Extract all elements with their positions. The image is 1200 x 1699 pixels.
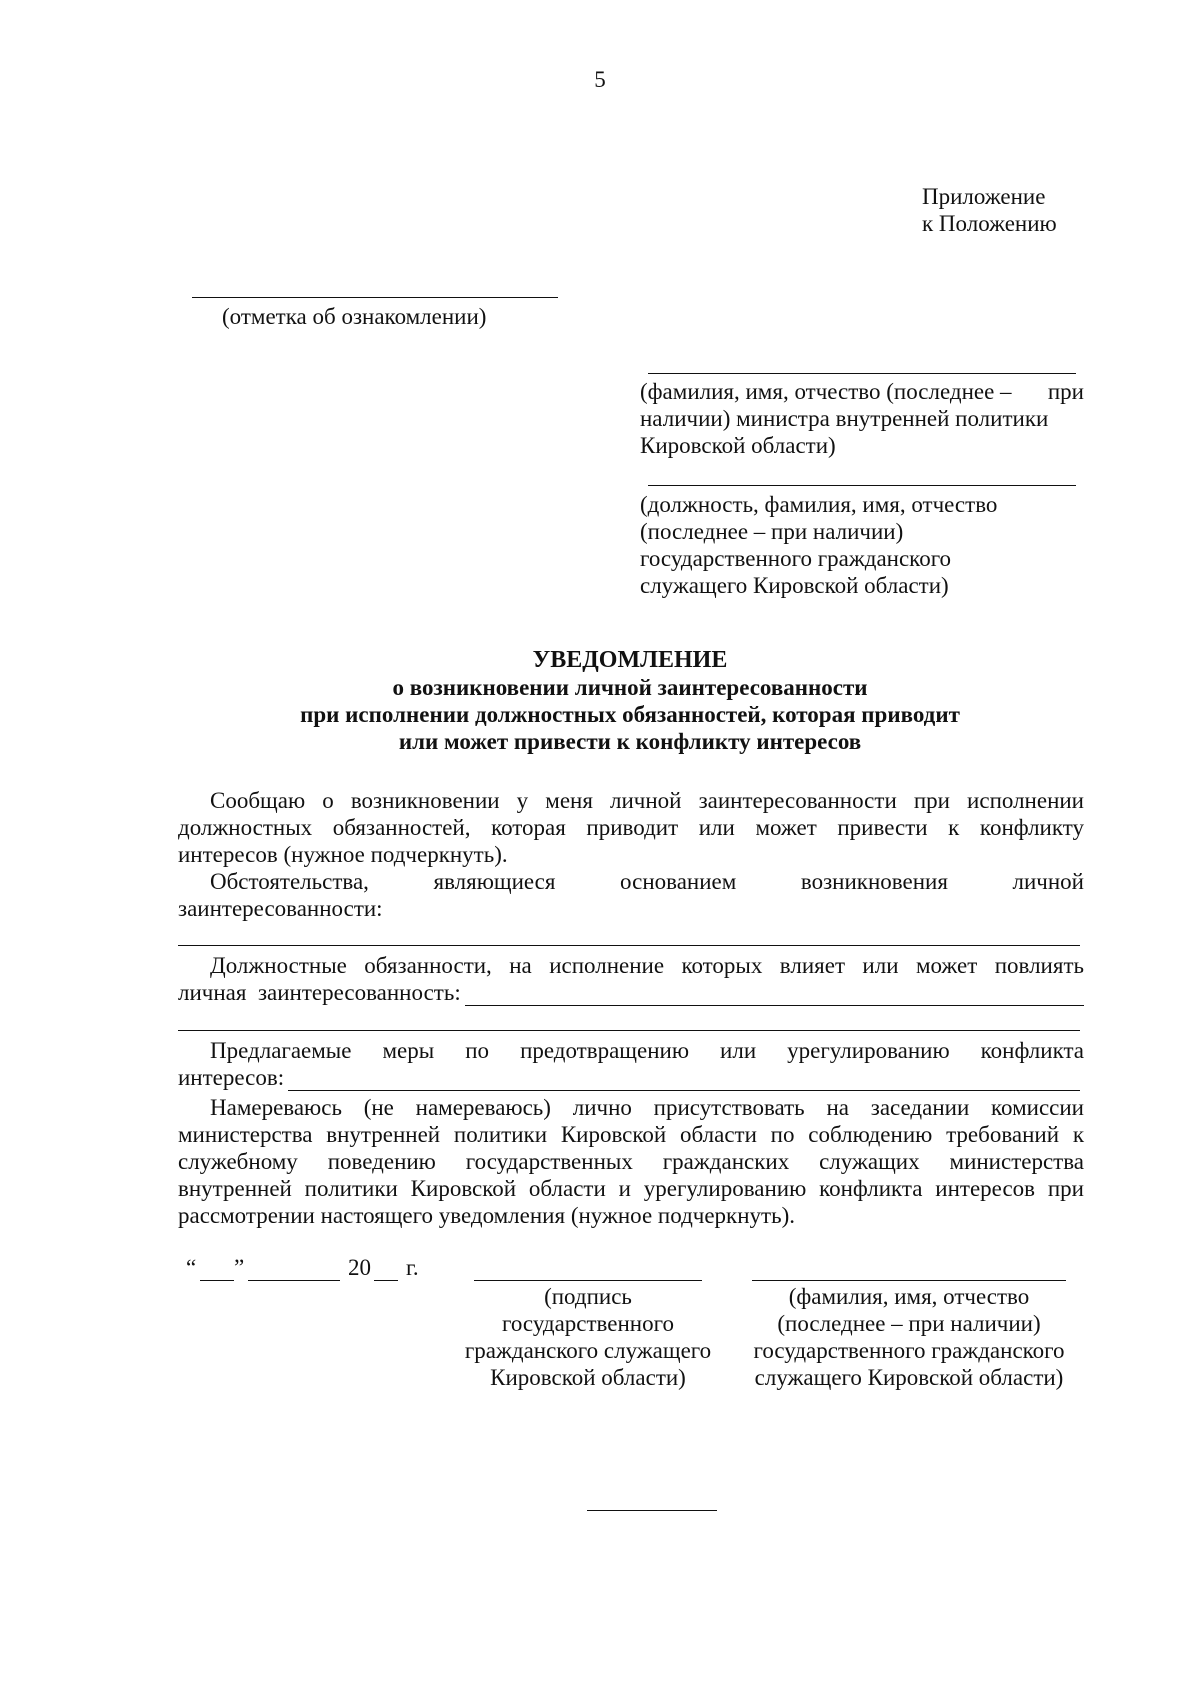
paragraph-circumstances: Обстоятельства, являющиеся основанием возникновения личной	[210, 869, 1084, 894]
paragraph-measures: Предлагаемые меры по предотвращению или урегулированию конфликта	[210, 1038, 1084, 1063]
measures-fill-line[interactable]	[288, 1070, 1080, 1091]
date-year-field[interactable]	[374, 1280, 398, 1281]
date-close-quote: ”	[234, 1255, 245, 1280]
full-name-line[interactable]	[752, 1280, 1066, 1281]
circumstances-label: заинтересованности:	[178, 896, 383, 921]
date-day-field[interactable]	[200, 1280, 234, 1281]
full-name-caption: (фамилия, имя, отчество (последнее – при наличии) государственного гражданского служащего Кировской области)	[753, 1284, 1065, 1390]
appendix-line: Приложение	[922, 184, 1046, 209]
addressee-caption: (фамилия, имя, отчество (последнее – при наличии) министра внутренней политики Кировской области)	[640, 379, 1084, 458]
acknowledgement-caption: (отметка об ознакомлении)	[222, 304, 487, 329]
sender-line	[648, 485, 1076, 486]
paragraph-duties: Должностные обязанности, на исполнение которых влияет или может повлиять	[210, 953, 1084, 978]
document-title: УВЕДОМЛЕНИЕ	[532, 647, 728, 673]
date-year-prefix: 20	[348, 1255, 371, 1280]
duties-fill-line-2[interactable]	[178, 1030, 1080, 1031]
paragraph-report: Сообщаю о возникновении у меня личной заинтересованности при исполнении должностных обязанностей, которая приводит или может привести к конфликту интересов (нужное подчеркнуть).	[178, 788, 1084, 867]
measures-row: интересов:	[178, 1064, 1080, 1091]
addressee-line	[648, 373, 1076, 374]
appendix-reference	[922, 183, 1162, 237]
signature-caption: (подпись государственного гражданского служащего Кировской области)	[464, 1284, 712, 1390]
date-line	[186, 1254, 446, 1282]
duties-fill-line[interactable]	[465, 985, 1084, 1006]
document-subtitle: о возникновении личной заинтересованности при исполнении должностных обязанностей, которая приводит или может привести к конфликту интересов	[300, 675, 960, 754]
date-month-field[interactable]	[248, 1280, 340, 1281]
appendix-line: к Положению	[922, 211, 1057, 236]
date-open-quote: “	[186, 1255, 197, 1280]
sender-caption: (должность, фамилия, имя, отчество (последнее – при наличии) государственного гражданского служащего Кировской области)	[640, 492, 998, 598]
closing-divider	[587, 1510, 717, 1511]
page-number: 5	[594, 67, 606, 92]
acknowledgement-line	[192, 297, 558, 298]
date-year-suffix: г.	[406, 1255, 419, 1280]
duties-row: личная заинтересованность:	[178, 979, 1084, 1006]
circumstances-fill-line[interactable]	[178, 945, 1080, 946]
paragraph-attendance: Намереваюсь (не намереваюсь) лично присутствовать на заседании комиссии министерства внутренней политики Кировской области по соблюдению требований к служебному поведению государственных гражданских служащих министерства внутренней политики Кировской области и урегулированию конфликта интересов при рассмотрении настоящего уведомления (нужное подчеркнуть).	[178, 1095, 1084, 1228]
signature-line[interactable]	[474, 1280, 702, 1281]
